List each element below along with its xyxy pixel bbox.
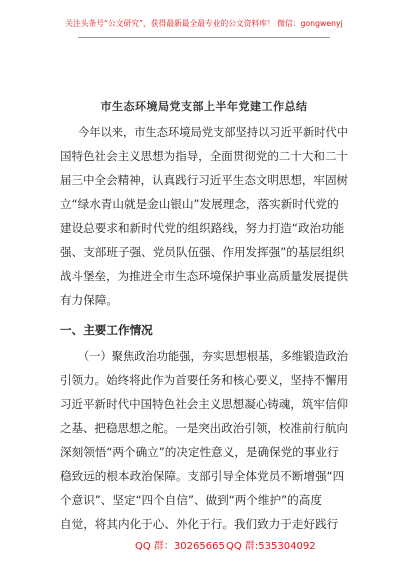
paragraph-line: 习近平新时代中国特色社会主义思想凝心铸魂，筑牢信仰 bbox=[60, 397, 349, 411]
paragraph-line: 今年以来，市生态环境局党支部坚持以习近平新时代中 bbox=[78, 125, 349, 139]
paragraph-line: 国特色社会主义思想为指导，全面贯彻党的二十大和二十 bbox=[60, 149, 349, 163]
paragraph-line: 建设总要求和新时代党的组织路线，努力打造“政治功能 bbox=[60, 221, 345, 235]
paragraph-line: 立“绿水青山就是金山银山”发展理念，落实新时代党的 bbox=[60, 197, 339, 211]
document-title: 市生态环境局党支部上半年党建工作总结 bbox=[100, 100, 308, 113]
section-heading: 一、主要工作情况 bbox=[60, 323, 153, 337]
header-banner: 关注头条号“公文研究”，获得最新最全最专业的公文资料库！ 微信：gongwenyj bbox=[65, 19, 343, 28]
paragraph-line: 强、支部班子强、党员队伍强、作用发挥强”的基层组织 bbox=[60, 245, 345, 259]
paragraph-line: 战斗堡垒，为推进全市生态环境保护事业高质量发展提供 bbox=[60, 269, 349, 283]
paragraph-line: 深刻领悟“两个确立”的决定性意义，是确保党的事业行 bbox=[60, 445, 339, 459]
paragraph-line: 稳致远的根本政治保障。支部引导全体党员不断增强“四 bbox=[60, 469, 345, 483]
paragraph-line: 有力保障。 bbox=[60, 293, 118, 307]
footer bbox=[0, 540, 408, 554]
paragraph-line: 之基、把稳思想之舵。一是突出政治引领，校准前行航向 bbox=[60, 421, 349, 435]
header-divider bbox=[78, 37, 330, 38]
paragraph-line: 自觉，将其内化于心、外化于行。我们致力于走好践行 bbox=[60, 517, 339, 531]
paragraph-line: 届三中全会精神，认真践行习近平生态文明思想，牢固树 bbox=[60, 173, 349, 187]
paragraph-line: 个意识”、坚定“四个自信”、做到“两个维护”的高度 bbox=[60, 493, 322, 507]
footer-qq-group-2: QQ 群:535304092 bbox=[226, 541, 316, 552]
footer-qq-group-1: QQ 群：30265665 bbox=[135, 541, 225, 552]
paragraph-line: 引领力。始终将此作为首要任务和核心要义，坚持不懈用 bbox=[60, 373, 349, 387]
paragraph-line: （一）聚焦政治功能强，夯实思想根基，多维锻造政治 bbox=[78, 349, 349, 363]
